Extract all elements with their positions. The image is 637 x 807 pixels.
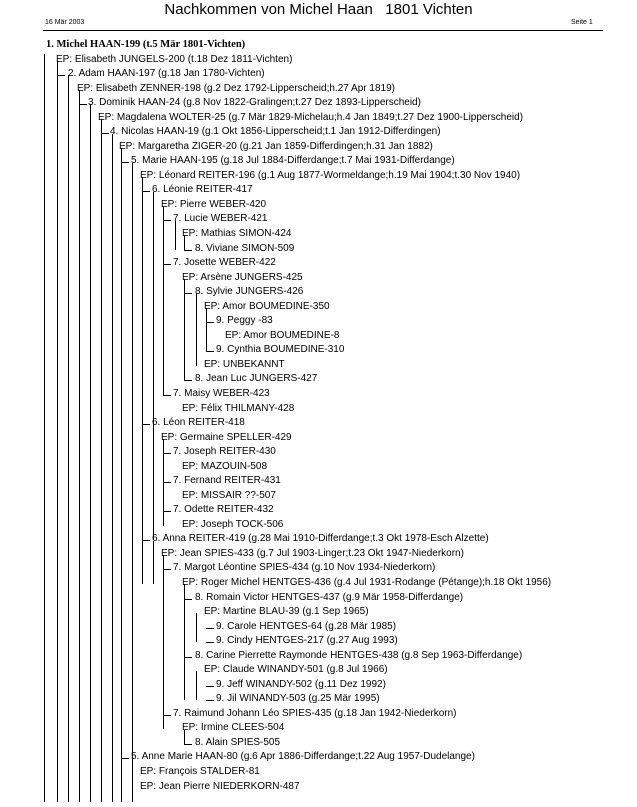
spouse-entry: EP: Margaretha ZIGER-20 (g.21 Jan 1859-Differdingen;h.31 Jan 1882) — [119, 140, 433, 152]
descendant-entry: 3. Dominik HAAN-24 (g.8 Nov 1822-Gralingen;t.27 Dez 1893-Lipperscheid) — [88, 97, 421, 109]
descendant-entry: 7. Maisy WEBER-423 — [173, 387, 270, 399]
tree-branch — [163, 264, 171, 265]
descendant-entry: 8. Viviane SIMON-509 — [195, 242, 295, 254]
descendant-entry: 7. Odette REITER-432 — [173, 504, 274, 516]
spouse-entry: EP: Joseph TOCK-506 — [182, 518, 284, 530]
tree-connector — [196, 671, 197, 700]
tree-connector — [44, 54, 45, 803]
tree-branch — [206, 628, 214, 629]
tree-connector — [132, 163, 133, 802]
tree-connector — [121, 148, 122, 802]
tree-branch — [163, 569, 171, 570]
descendant-entry: 9. Cindy HENTGES-217 (g.27 Aug 1993) — [216, 635, 398, 647]
tree-branch — [142, 540, 150, 541]
tree-branch — [163, 715, 171, 716]
tree-connector — [153, 192, 154, 424]
descendant-entry: 9. Carole HENTGES-64 (g.28 Mär 1985) — [216, 620, 397, 632]
tree-branch — [184, 744, 192, 745]
descendant-entry: 8. Romain Victor HENTGES-437 (g.9 Mär 1958-Differdange) — [195, 591, 464, 603]
tree-connector — [112, 134, 113, 803]
tree-branch — [163, 511, 171, 512]
spouse-entry: EP: UNBEKANNT — [204, 358, 285, 370]
spouse-entry: EP: Mathias SIMON-424 — [182, 228, 292, 240]
spouse-entry: EP: Irmine CLEES-504 — [182, 722, 285, 734]
report-date: 16 Mär 2003 — [45, 19, 85, 26]
descendant-entry: 6. Léon REITER-418 — [152, 417, 245, 429]
descendant-entry: 9. Cynthia BOUMEDINE-310 — [216, 344, 345, 356]
descendant-entry: 9. Jeff WINANDY-502 (g.11 Dez 1992) — [216, 678, 386, 690]
spouse-entry: EP: MISSAIR ??-507 — [182, 489, 276, 501]
descendant-entry: 4. Nicolas HAAN-19 (g.1 Okt 1856-Lipperscheid;t.1 Jan 1912-Differdingen) — [110, 126, 441, 138]
tree-connector — [163, 206, 164, 395]
tree-connector — [79, 90, 80, 802]
descendant-entry: 7. Josette WEBER-422 — [173, 257, 276, 269]
tree-branch — [163, 453, 171, 454]
page-number: Seite 1 — [571, 19, 593, 26]
descendant-entry: 7. Raimund Johann Léo SPIES-435 (g.18 Jan 1942-Niederkorn) — [173, 707, 457, 719]
spouse-entry: EP: Jean SPIES-433 (g.7 Jul 1903-Linger;t.23 Okt 1947-Niederkorn) — [161, 547, 464, 559]
descendant-entry: 7. Margot Léontine SPIES-434 (g.10 Nov 1934-Niederkorn) — [173, 562, 436, 574]
descendant-entry: 9. Peggy -83 — [216, 315, 273, 327]
spouse-entry: EP: Arsène JUNGERS-425 — [182, 271, 303, 283]
tree-connector — [153, 541, 154, 584]
tree-branch — [184, 293, 192, 294]
descendant-entry: 7. Lucie WEBER-421 — [173, 213, 268, 225]
tree-branch — [184, 380, 192, 381]
descendant-entry: 7. Fernand REITER-431 — [173, 475, 281, 487]
tree-branch — [121, 758, 129, 759]
tree-branch — [101, 133, 109, 134]
tree-branch — [163, 395, 171, 396]
tree-connector — [175, 221, 176, 250]
tree-connector — [196, 293, 197, 365]
descendant-entry: 5. Marie HAAN-195 (g.18 Jul 1884-Differdange;t.7 Mai 1931-Differdange) — [131, 155, 455, 167]
descendant-entry: 9. Jil WINANDY-503 (g.25 Mär 1995) — [216, 693, 380, 705]
tree-branch — [121, 162, 129, 163]
tree-connector — [184, 235, 185, 249]
tree-connector — [68, 75, 69, 802]
tree-branch — [206, 700, 214, 701]
tree-branch — [206, 642, 214, 643]
tree-connector — [163, 555, 164, 729]
descendant-entry: 8. Jean Luc JUNGERS-427 — [195, 373, 318, 385]
descendant-entry: 8. Carine Pierrette Raymonde HENTGES-438 (g.8 Sep 1963-Differdange) — [195, 649, 523, 661]
tree-connector — [184, 584, 185, 700]
tree-branch — [163, 482, 171, 483]
descendant-entry: 8. Alain SPIES-505 — [195, 736, 281, 748]
tree-branch — [206, 686, 214, 687]
descendant-entry: 6. Léonie REITER-417 — [152, 184, 253, 196]
spouse-entry: EP: Jean Pierre NIEDERKORN-487 — [140, 780, 300, 792]
tree-branch — [142, 424, 150, 425]
spouse-entry: EP: Roger Michel HENTGES-436 (g.4 Jul 1931-Rodange (Pétange);h.18 Okt 1956) — [182, 576, 552, 588]
tree-branch — [184, 657, 192, 658]
tree-connector — [153, 424, 154, 540]
tree-branch — [79, 104, 87, 105]
tree-branch — [206, 322, 214, 323]
header-rule — [43, 30, 603, 31]
descendant-entry: 6. Anna REITER-419 (g.28 Mai 1910-Differdange;t.3 Okt 1978-Esch Alzette) — [152, 533, 489, 545]
spouse-entry: EP: Germaine SPELLER-429 — [161, 431, 292, 443]
spouse-entry: EP: Félix THILMANY-428 — [182, 402, 295, 414]
spouse-entry: EP: Pierre WEBER-420 — [161, 198, 267, 210]
tree-connector — [90, 104, 91, 802]
spouse-entry: EP: Elisabeth ZENNER-198 (g.2 Dez 1792-Lipperscheid;h.27 Apr 1819) — [77, 82, 395, 94]
tree-connector — [196, 613, 197, 642]
tree-branch — [142, 191, 150, 192]
tree-branch — [163, 220, 171, 221]
spouse-entry: EP: Claude WINANDY-501 (g.8 Jul 1966) — [204, 664, 388, 676]
tree-connector — [206, 308, 207, 351]
report-title: Nachkommen von Michel Haan 1801 Vichten — [164, 1, 473, 18]
tree-branch — [184, 599, 192, 600]
descendant-entry: 7. Joseph REITER-430 — [173, 446, 276, 458]
tree-branch — [206, 351, 214, 352]
spouse-entry: EP: Léonard REITER-196 (g.1 Aug 1877-Wormeldange;h.19 Mai 1904;t.30 Nov 1940) — [140, 169, 521, 181]
spouse-entry: EP: Amor BOUMEDINE-8 — [225, 329, 340, 341]
spouse-entry: EP: Elisabeth JUNGELS-200 (t.18 Dez 1811-Vichten) — [56, 53, 293, 65]
descendant-entry: 1. Michel HAAN-199 (t.5 Mär 1801-Vichten) — [46, 39, 246, 50]
tree-connector — [57, 61, 58, 802]
spouse-entry: EP: Amor BOUMEDINE-350 — [204, 300, 330, 312]
spouse-entry: EP: François STALDER-81 — [140, 766, 260, 777]
descendant-entry: 5. Anne Marie HAAN-80 (g.6 Apr 1886-Differdange;t.22 Aug 1957-Dudelange) — [131, 751, 475, 763]
tree-connector — [184, 730, 185, 744]
tree-connector — [101, 119, 102, 802]
spouse-entry: EP: Martine BLAU-39 (g.1 Sep 1965) — [204, 606, 369, 618]
spouse-entry: EP: MAZOUIN-508 — [182, 460, 268, 472]
tree-branch — [184, 250, 192, 251]
tree-branch — [57, 75, 65, 76]
tree-connector — [142, 177, 143, 584]
descendant-entry: 8. Sylvie JUNGERS-426 — [195, 286, 304, 298]
spouse-entry: EP: Magdalena WOLTER-25 (g.7 Mär 1829-Michelau;h.4 Jan 1849;t.27 Dez 1900-Lipperscheid) — [98, 111, 524, 123]
descendant-entry: 2. Adam HAAN-197 (g.18 Jan 1780-Vichten) — [68, 68, 265, 80]
